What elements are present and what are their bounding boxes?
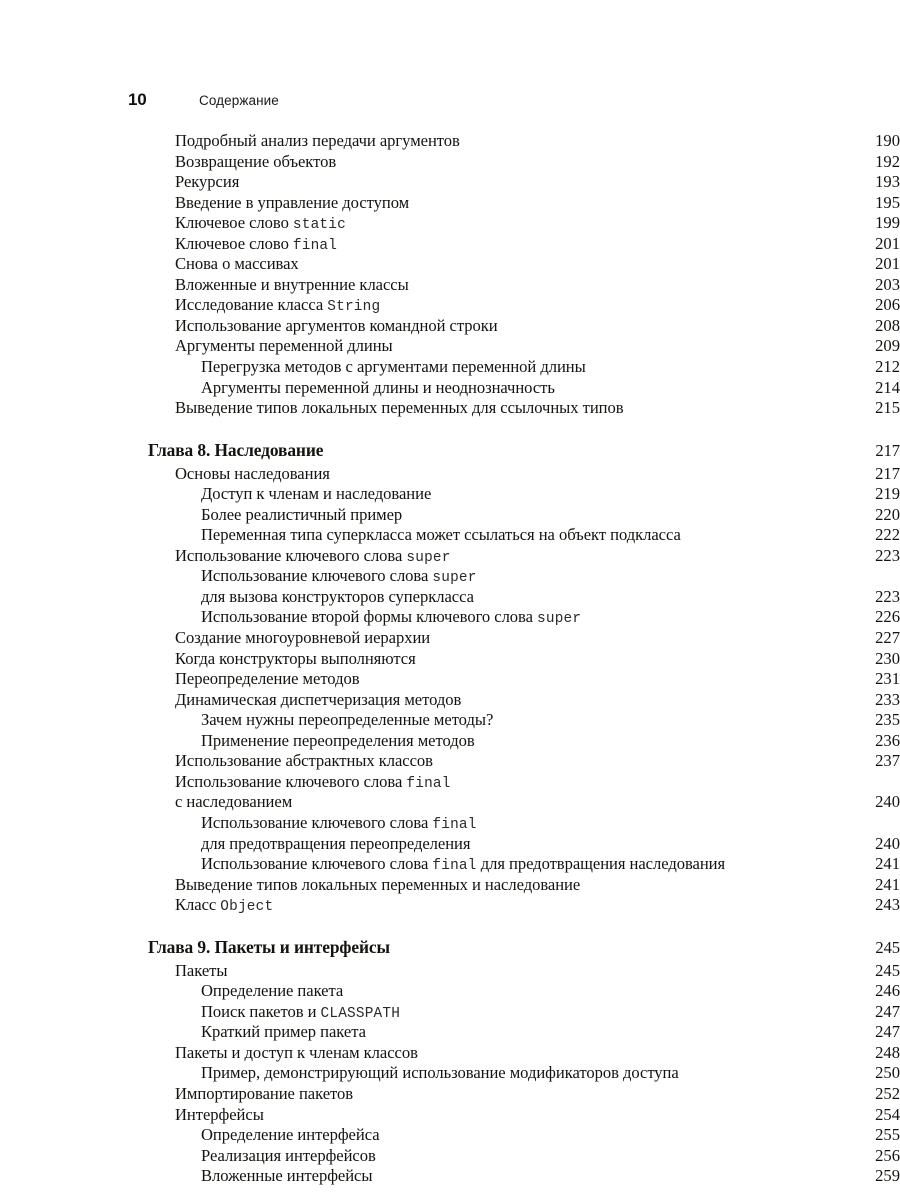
toc-page-number: 193 — [875, 172, 900, 192]
toc-page-number: 212 — [875, 357, 900, 377]
entry-text: Использование второй формы ключевого слова — [201, 607, 538, 627]
toc-entry[interactable] — [0, 772, 900, 793]
toc-page-number: 209 — [875, 336, 900, 356]
toc-entry-label — [175, 546, 795, 569]
code-term: final — [432, 816, 477, 833]
entry-text: Реализация интерфейсов — [201, 1145, 376, 1165]
code-term: Object — [220, 899, 274, 916]
entry-text: для вызова конструкторов суперкласса — [201, 586, 474, 606]
entry-text: Интерфейсы — [175, 1104, 264, 1124]
toc-entry-label — [175, 792, 795, 813]
entry-text: Использование ключевого слова — [201, 566, 433, 586]
page-folio: 10 — [128, 90, 147, 109]
toc-page-number: 235 — [875, 710, 900, 730]
toc-entry[interactable] — [0, 690, 900, 711]
toc-entry-label — [175, 213, 795, 236]
entry-text: Рекурсия — [175, 172, 240, 192]
entry-text: Использование аргументов командной строки — [175, 315, 498, 335]
toc-page-number: 246 — [875, 981, 900, 1001]
toc-entry[interactable] — [0, 731, 900, 752]
toc-entry[interactable] — [0, 792, 900, 813]
toc-entry[interactable] — [0, 895, 900, 916]
toc-page-number: 220 — [875, 504, 900, 524]
toc-entry-label — [175, 628, 795, 649]
entry-text: Глава 9. Пакеты и интерфейсы — [148, 936, 390, 957]
toc-entry[interactable] — [0, 152, 900, 173]
toc-entry-label — [175, 193, 795, 214]
toc-entry-label — [175, 172, 795, 193]
toc-page-number: 217 — [875, 440, 900, 460]
toc-entry-label — [175, 772, 795, 795]
toc-entry[interactable] — [0, 607, 900, 628]
toc-entry[interactable] — [0, 378, 900, 399]
entry-text: Использование ключевого слова — [175, 771, 407, 791]
toc-page-number: 240 — [875, 792, 900, 812]
toc-entry-label — [148, 437, 795, 464]
entry-text: Перегрузка методов с аргументами переменной длины — [201, 357, 586, 377]
toc-entry-label — [201, 484, 795, 505]
toc-entry-label — [201, 357, 795, 378]
toc-page-number: 245 — [875, 937, 900, 957]
toc-entry-label — [201, 607, 795, 630]
toc-entry-label — [175, 961, 795, 982]
toc-entry-label — [175, 316, 795, 337]
toc-entry[interactable] — [0, 295, 900, 316]
toc-entry[interactable] — [0, 234, 900, 255]
toc-page-number: 230 — [875, 648, 900, 668]
toc-page-number: 241 — [875, 854, 900, 874]
toc-entry[interactable] — [0, 398, 900, 419]
toc-page-number: 223 — [875, 545, 900, 565]
toc-entry-label — [175, 336, 795, 357]
code-term: static — [292, 217, 346, 234]
toc-page-number: 233 — [875, 689, 900, 709]
toc-entry-label — [201, 1166, 795, 1187]
entry-text: Пример, демонстрирующий использование модификаторов доступа — [201, 1063, 679, 1083]
entry-text: Глава 8. Наследование — [148, 439, 324, 460]
toc-page-number: 259 — [875, 1166, 900, 1186]
toc-entry[interactable] — [0, 172, 900, 193]
toc-entry[interactable] — [0, 505, 900, 526]
entry-text: с наследованием — [175, 792, 293, 812]
toc-page-number: 201 — [875, 233, 900, 253]
toc-entry[interactable] — [0, 751, 900, 772]
toc-entry[interactable] — [0, 193, 900, 214]
entry-text: Ключевое слово — [175, 213, 293, 233]
toc-page-number: 223 — [875, 586, 900, 606]
toc-entry[interactable] — [0, 131, 900, 152]
entry-text: Когда конструкторы выполняются — [175, 648, 416, 668]
toc-entry-label — [175, 295, 795, 318]
entry-text: Определение пакета — [201, 981, 344, 1001]
toc-entry[interactable] — [0, 834, 900, 855]
entry-text: Переопределение методов — [175, 669, 360, 689]
toc-entry-label — [201, 378, 795, 399]
entry-text: Краткий пример пакета — [201, 1022, 366, 1042]
toc-entry-label — [175, 895, 795, 918]
toc-entry-label — [175, 669, 795, 690]
code-term: super — [406, 549, 451, 566]
toc-page-number: 206 — [875, 295, 900, 315]
entry-text: Зачем нужны переопределенные методы? — [201, 710, 494, 730]
entry-text: Импортирование пакетов — [175, 1083, 354, 1103]
toc-entry-label — [201, 1002, 795, 1025]
toc-page-number: 226 — [875, 607, 900, 627]
code-term: final — [292, 237, 338, 254]
toc-entry[interactable] — [0, 1043, 900, 1064]
toc-entry-label — [201, 566, 795, 589]
toc-page-number: 248 — [875, 1042, 900, 1062]
toc-entry-label — [175, 751, 795, 772]
toc-entry[interactable] — [0, 1166, 900, 1187]
toc-entry[interactable] — [0, 981, 900, 1002]
entry-text: Выведение типов локальных переменных для ссылочных типов — [175, 398, 624, 418]
toc-page-number: 201 — [875, 254, 900, 274]
toc-entry-label — [201, 1125, 795, 1146]
toc-entry[interactable] — [0, 1063, 900, 1084]
toc-page-number: 214 — [875, 377, 900, 397]
running-head — [128, 90, 788, 112]
toc-entry[interactable] — [0, 961, 900, 982]
entry-text: Класс — [175, 895, 221, 915]
toc-entry-label — [175, 690, 795, 711]
toc-entry[interactable] — [0, 875, 900, 896]
table-of-contents — [0, 131, 900, 1187]
toc-entry[interactable] — [0, 1125, 900, 1146]
toc-page-number: 237 — [875, 751, 900, 771]
toc-page-number: 222 — [875, 525, 900, 545]
toc-page-number: 240 — [875, 833, 900, 853]
toc-entry[interactable] — [0, 1084, 900, 1105]
toc-entry[interactable] — [0, 649, 900, 670]
toc-entry-label — [175, 1105, 795, 1126]
toc-entry-label — [148, 934, 795, 961]
entry-text: Пакеты и доступ к членам классов — [175, 1042, 418, 1062]
toc-entry-label — [175, 131, 795, 152]
toc-page-number: 255 — [875, 1125, 900, 1145]
entry-text: Вложенные и внутренние классы — [175, 274, 409, 294]
toc-entry[interactable] — [0, 1022, 900, 1043]
toc-entry[interactable] — [0, 1146, 900, 1167]
toc-page-number: 190 — [875, 131, 900, 150]
toc-entry[interactable] — [0, 669, 900, 690]
toc-entry[interactable] — [0, 464, 900, 485]
toc-entry[interactable] — [0, 525, 900, 546]
toc-entry-label — [175, 649, 795, 670]
toc-entry[interactable] — [0, 566, 900, 587]
entry-text: Более реалистичный пример — [201, 504, 403, 524]
entry-text: Пакеты — [175, 960, 228, 980]
toc-entry-label — [175, 254, 795, 275]
toc-page-number: 217 — [875, 463, 900, 483]
toc-entry[interactable] — [0, 336, 900, 357]
entry-text: Ключевое слово — [175, 233, 293, 253]
entry-text: Использование ключевого слова — [201, 854, 433, 874]
toc-entry-label — [175, 1084, 795, 1105]
toc-page-number: 252 — [875, 1083, 900, 1103]
entry-text: Вложенные интерфейсы — [201, 1166, 373, 1186]
toc-entry-label — [201, 731, 795, 752]
chapter-spacer — [0, 419, 900, 437]
code-term: super — [537, 611, 582, 628]
toc-page-number: 247 — [875, 1001, 900, 1021]
toc-page-number: 241 — [875, 874, 900, 894]
entry-text: для предотвращения наследования — [476, 854, 726, 874]
entry-text: Исследование класса — [175, 295, 328, 315]
toc-entry[interactable] — [0, 254, 900, 275]
toc-entry[interactable] — [0, 275, 900, 296]
toc-entry[interactable] — [0, 813, 900, 834]
toc-chapter-entry[interactable] — [0, 934, 900, 961]
chapter-spacer — [0, 916, 900, 934]
toc-page-number: 254 — [875, 1104, 900, 1124]
toc-page-number: 247 — [875, 1022, 900, 1042]
toc-entry[interactable] — [0, 1105, 900, 1126]
entry-text: Возвращение объектов — [175, 151, 337, 171]
entry-text: для предотвращения переопределения — [201, 833, 471, 853]
entry-text: Аргументы переменной длины и неоднозначность — [201, 377, 555, 397]
toc-entry[interactable] — [0, 628, 900, 649]
entry-text: Снова о массивах — [175, 254, 299, 274]
entry-text: Использование ключевого слова — [175, 545, 407, 565]
toc-entry-label — [201, 525, 795, 546]
entry-text: Создание многоуровневой иерархии — [175, 628, 431, 648]
entry-text: Динамическая диспетчеризация методов — [175, 689, 462, 709]
toc-entry-label — [201, 710, 795, 731]
toc-page-number: 231 — [875, 669, 900, 689]
entry-text: Использование абстрактных классов — [175, 751, 433, 771]
toc-page-number: 192 — [875, 151, 900, 171]
entry-text: Переменная типа суперкласса может ссылаться на объект подкласса — [201, 525, 681, 545]
entry-text: Выведение типов локальных переменных и наследование — [175, 874, 581, 894]
toc-entry-label — [175, 464, 795, 485]
code-term: String — [327, 299, 381, 316]
toc-entry-label — [201, 813, 795, 836]
code-term: final — [406, 775, 451, 792]
toc-page-number: 208 — [875, 315, 900, 335]
entry-text: Определение интерфейса — [201, 1125, 380, 1145]
toc-page-number: 227 — [875, 628, 900, 648]
code-term: CLASSPATH — [320, 1005, 401, 1022]
toc-entry[interactable] — [0, 316, 900, 337]
toc-entry-label — [201, 854, 795, 877]
toc-chapter-entry[interactable] — [0, 437, 900, 464]
toc-entry[interactable] — [0, 357, 900, 378]
toc-entry-label — [175, 398, 795, 419]
code-term: super — [432, 570, 477, 587]
toc-entry-label — [175, 875, 795, 896]
toc-entry[interactable] — [0, 484, 900, 505]
toc-page-number: 243 — [875, 895, 900, 915]
toc-entry[interactable] — [0, 710, 900, 731]
toc-page-number: 215 — [875, 398, 900, 418]
toc-entry-label — [175, 152, 795, 173]
toc-entry-label — [201, 981, 795, 1002]
entry-text: Поиск пакетов и — [201, 1001, 321, 1021]
toc-entry[interactable] — [0, 587, 900, 608]
entry-text: Подробный анализ передачи аргументов — [175, 131, 460, 150]
toc-entry-label — [175, 1043, 795, 1064]
toc-page-number: 203 — [875, 274, 900, 294]
toc-entry-label — [201, 587, 795, 608]
toc-entry-label — [201, 834, 795, 855]
toc-page-number: 195 — [875, 192, 900, 212]
toc-entry-label — [175, 275, 795, 296]
toc-entry-label — [201, 1022, 795, 1043]
toc-page-number: 250 — [875, 1063, 900, 1083]
entry-text: Аргументы переменной длины — [175, 336, 393, 356]
toc-entry[interactable] — [0, 546, 900, 567]
entry-text: Основы наследования — [175, 463, 330, 483]
toc-page-number: 245 — [875, 960, 900, 980]
toc-entry[interactable] — [0, 1002, 900, 1023]
toc-entry-label — [201, 505, 795, 526]
toc-page-number: 199 — [875, 213, 900, 233]
toc-entry-label — [201, 1146, 795, 1167]
toc-entry[interactable] — [0, 213, 900, 234]
entry-text: Использование ключевого слова — [201, 812, 433, 832]
toc-page-number: 256 — [875, 1145, 900, 1165]
entry-text: Применение переопределения методов — [201, 730, 475, 750]
toc-page-number: 219 — [875, 484, 900, 504]
entry-text: Введение в управление доступом — [175, 192, 410, 212]
toc-page-number: 236 — [875, 730, 900, 750]
entry-text: Доступ к членам и наследование — [201, 484, 432, 504]
toc-entry[interactable] — [0, 854, 900, 875]
toc-entry-label — [201, 1063, 795, 1084]
code-term: final — [432, 858, 477, 875]
running-head-title: Содержание — [199, 93, 279, 108]
toc-entry-label — [175, 234, 795, 257]
